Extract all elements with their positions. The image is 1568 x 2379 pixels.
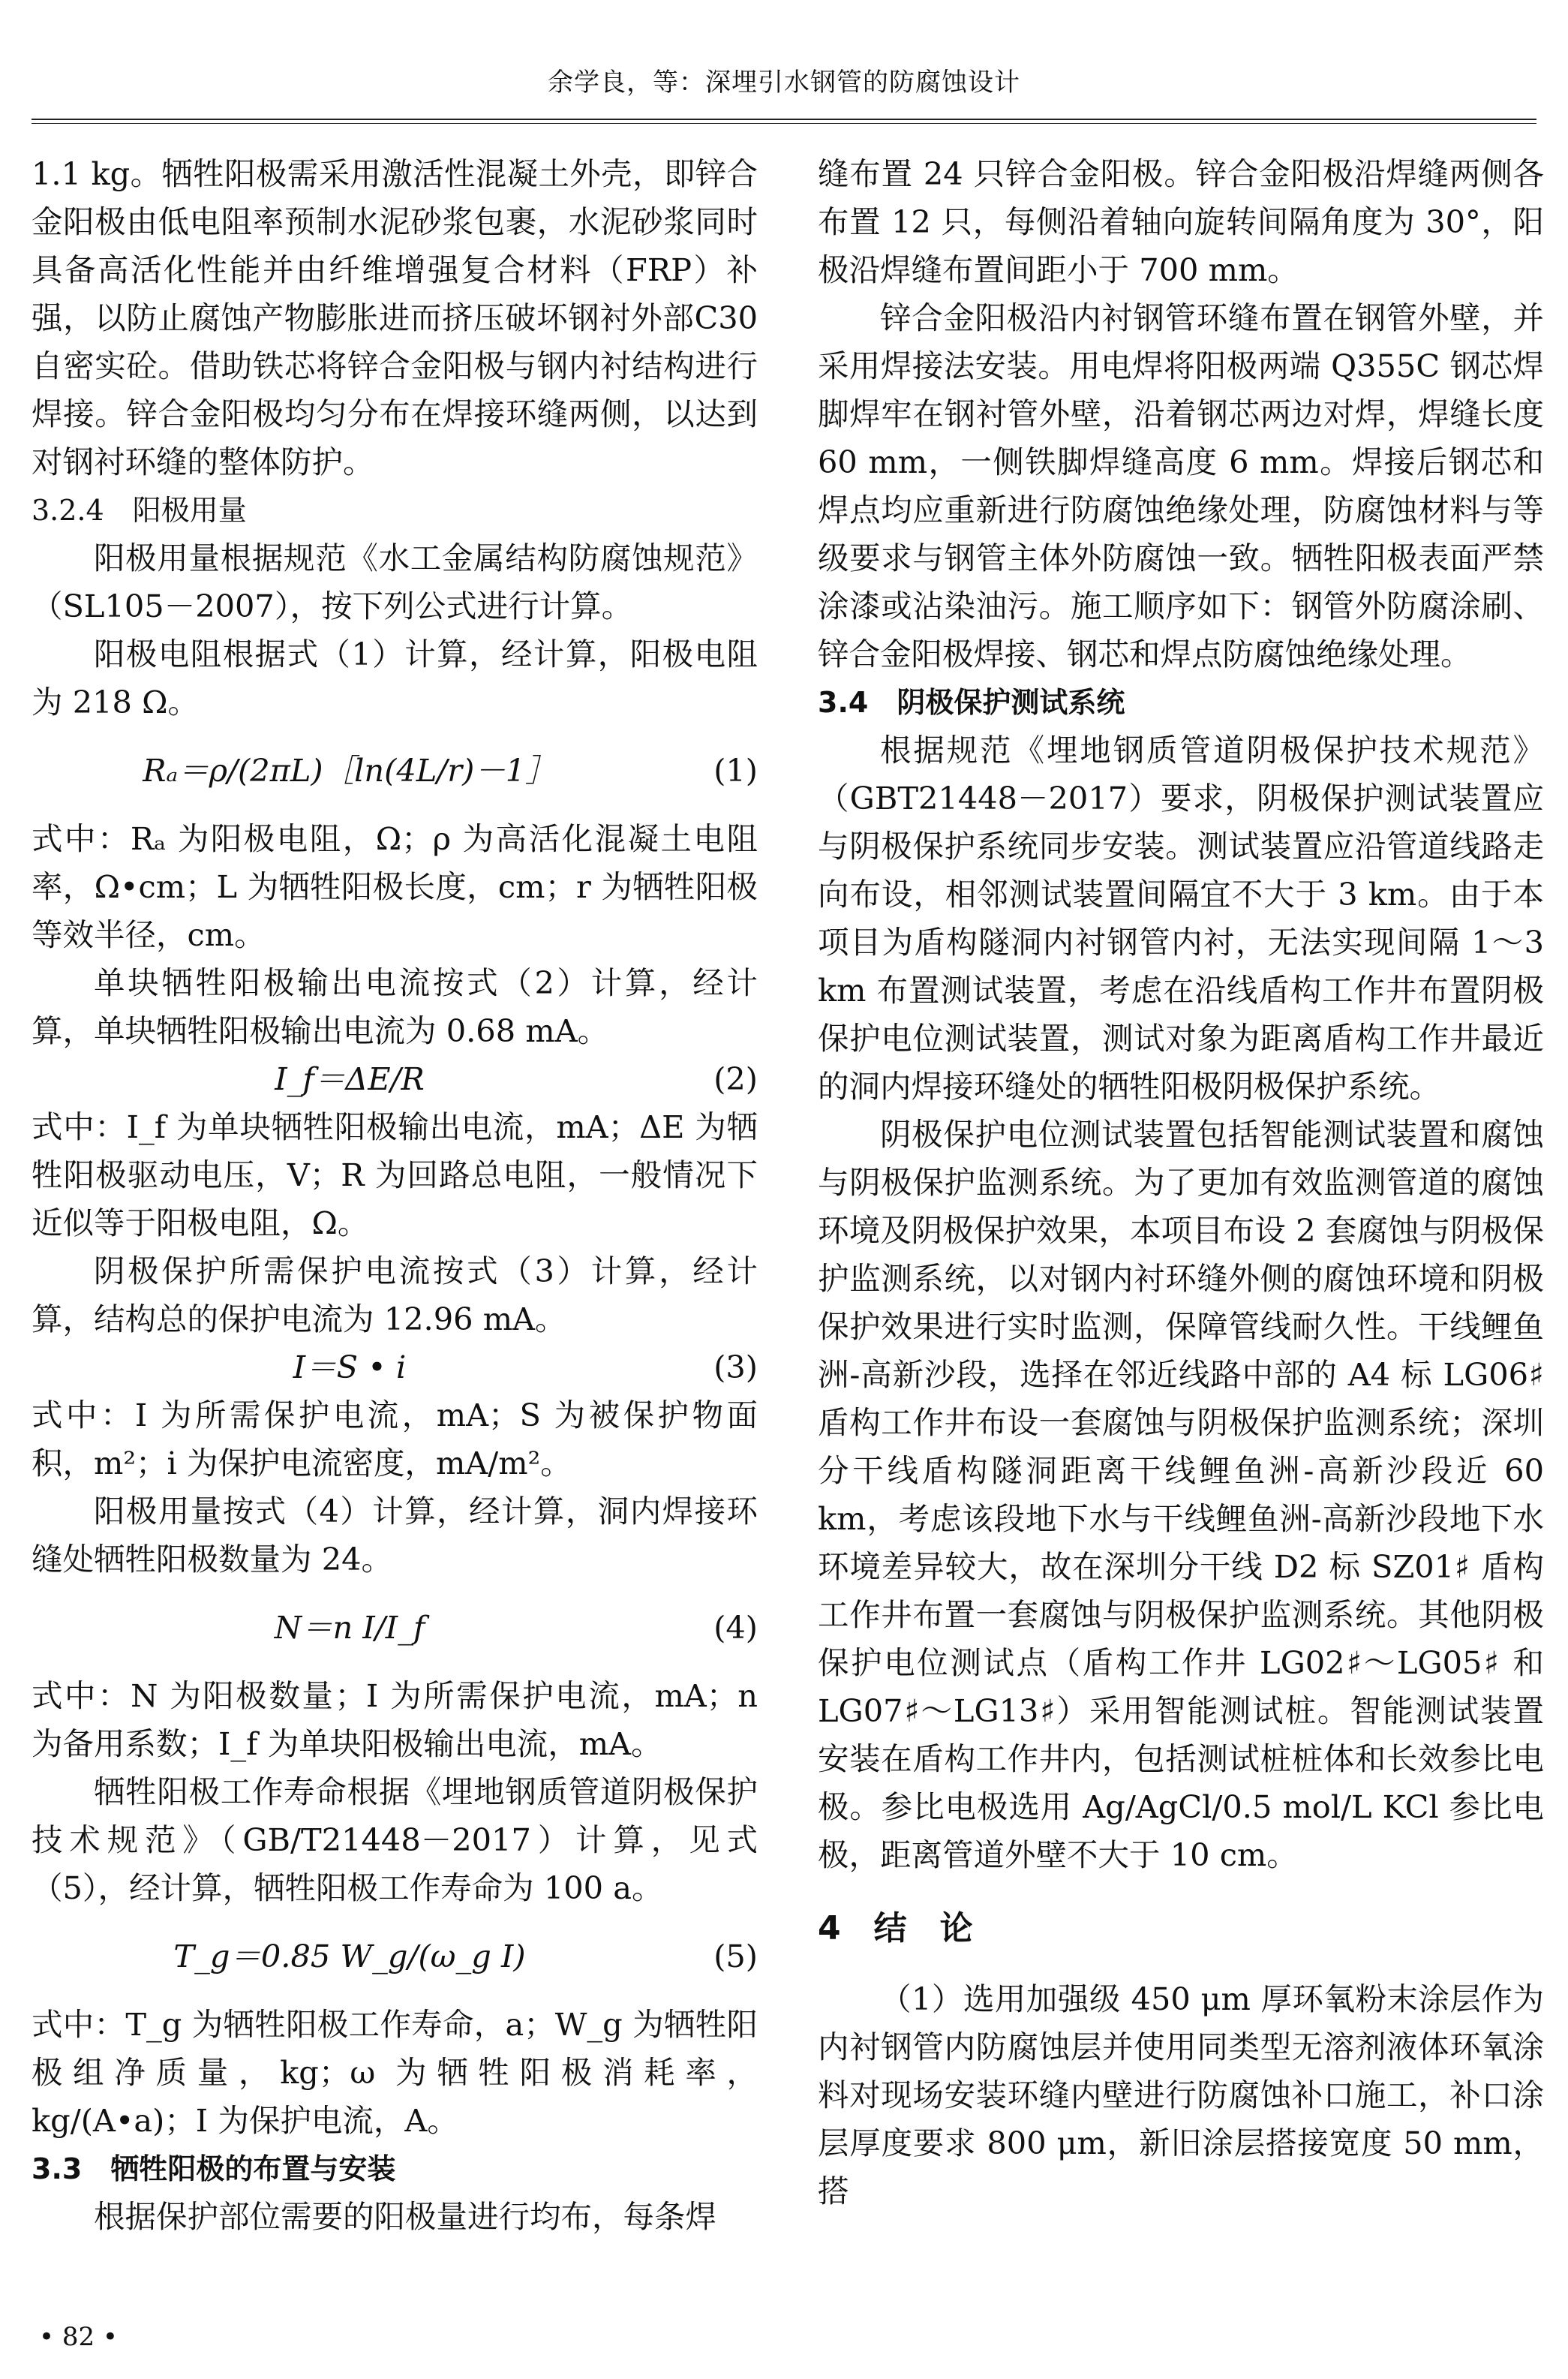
paragraph: 阳极电阻根据式（1）计算，经计算，阳极电阻为 218 Ω。 bbox=[32, 636, 758, 720]
paragraph: 根据规范《埋地钢质管道阴极保护技术规范》（GBT21448－2017）要求，阴极保护测试装置应与阴极保护系统同步安装。测试装置应沿管道线路走向布设，相邻测试装置间隔宜不大于 3 km。由于本项目为盾构隧洞内衬钢管内衬，无法实现间隔 1～3 km 布置测试装置，考虑在沿线盾构工作井布置阴极保护电位测试装置，测试对象为距离盾构工作井最近的洞内焊接环缝处的牺牲阳极阴极保护系统。 bbox=[818, 732, 1544, 1105]
paragraph: 牺牲阳极工作寿命根据《埋地钢质管道阴极保护技术规范》（GB/T21448－2017）计算，见式（5），经计算，牺牲阳极工作寿命为 100 a。 bbox=[32, 1773, 758, 1906]
header-rule-thin bbox=[32, 123, 1536, 124]
equation-expression: I_f＝ΔE/R bbox=[275, 1060, 425, 1097]
equation-number: (4) bbox=[713, 1609, 758, 1646]
header-rule bbox=[32, 119, 1536, 120]
paragraph: 阳极用量根据规范《水工金属结构防腐蚀规范》（SL105－2007），按下列公式进行计算。 bbox=[32, 540, 758, 624]
equation-expression: T_g＝0.85 W_g/(ω_g I) bbox=[173, 1938, 526, 1974]
equation-expression: Rₐ＝ρ/(2πL)［ln(4L/r)－1］ bbox=[143, 752, 557, 789]
right-column bbox=[818, 150, 1544, 2311]
section-heading-4: 4 结 论 bbox=[818, 1909, 973, 1947]
equation-number: (3) bbox=[713, 1349, 758, 1385]
equation-4 bbox=[32, 1583, 758, 1672]
equation-2 bbox=[32, 1055, 758, 1103]
paragraph: 缝布置 24 只锌合金阳极。锌合金阳极沿焊缝两侧各布置 12 只，每侧沿着轴向旋转间隔角度为 30°，阳极沿焊缝布置间距小于 700 mm。 bbox=[818, 155, 1544, 288]
paragraph: 式中：N 为阳极数量；I 为所需保护电流，mA；n 为备用系数；I_f 为单块阳极输出电流，mA。 bbox=[32, 1677, 758, 1762]
running-header: 余学良，等：深埋引水钢管的防腐蚀设计 bbox=[548, 68, 1020, 98]
paragraph: （1）选用加强级 450 μm 厚环氧粉末涂层作为内衬钢管内防腐蚀层并使用同类型无溶剂液体环氧涂料对现场安装环缝内壁进行防腐蚀补口施工，补口涂层厚度要求 800 μm，新旧涂层搭接宽度 50 mm，搭 bbox=[818, 1980, 1544, 2209]
paragraph: 式中：T_g 为牺牲阳极工作寿命，a；W_g 为牺牲阳极组净质量，kg；ω 为牺牲阳极消耗率，kg/(A•a)；I 为保护电流，A。 bbox=[32, 2006, 758, 2139]
paragraph: 阴极保护电位测试装置包括智能测试装置和腐蚀与阴极保护监测系统。为了更加有效监测管道的腐蚀环境及阴极保护效果，本项目布设 2 套腐蚀与阴极保护监测系统，以对钢内衬环缝外侧的腐蚀环境和阴极保护效果进行实时监测，保障管线耐久性。干线鲤鱼洲-高新沙段，选择在邻近线路中部的 A4 标 LG06♯ 盾构工作井布设一套腐蚀与阴极保护监测系统；深圳分干线盾构隧洞距离干线鲤鱼洲-高新沙段近 60 km，考虑该段地下水与干线鲤鱼洲-高新沙段地下水环境差异较大，故在深圳分干线 D2 标 SZ01♯ 盾构工作井布置一套腐蚀与阴极保护监测系统。其他阴极保护电位测试点（盾构工作井 LG02♯～LG05♯ 和 LG07♯～LG13♯）采用智能测试桩。智能测试装置安装在盾构工作井内，包括测试桩桩体和长效参比电极。参比电极选用 Ag/AgCl/0.5 mol/L KCl 参比电极，距离管道外壁不大于 10 cm。 bbox=[818, 1116, 1544, 1873]
paragraph: 根据保护部位需要的阳极量进行均布，每条焊 bbox=[94, 2198, 717, 2235]
paragraph: 阳极用量按式（4）计算，经计算，洞内焊接环缝处牺牲阳极数量为 24。 bbox=[32, 1493, 758, 1577]
left-column bbox=[32, 150, 758, 2311]
equation-3 bbox=[32, 1343, 758, 1391]
equation-number: (1) bbox=[713, 752, 758, 789]
paragraph: 式中：I_f 为单块牺牲阳极输出电流，mA；ΔE 为牺牲阳极驱动电压，V；R 为回路总电阻，一般情况下近似等于阳极电阻，Ω。 bbox=[32, 1108, 758, 1241]
page-number: • 82 • bbox=[39, 2322, 118, 2352]
equation-expression: I＝S • i bbox=[293, 1349, 407, 1385]
equation-number: (2) bbox=[713, 1060, 758, 1097]
paragraph: 锌合金阳极沿内衬钢管环缝布置在钢管外壁，并采用焊接法安装。用电焊将阳极两端 Q355C 钢芯焊脚焊牢在钢衬管外壁，沿着钢芯两边对焊，焊缝长度 60 mm，一侧铁脚焊缝高度 6 mm。焊接后钢芯和焊点均应重新进行防腐蚀绝缘处理，防腐蚀材料与等级要求与钢管主体外防腐蚀一致。牺牲阳极表面严禁涂漆或沾染油污。施工顺序如下：钢管外防腐涂刷、锌合金阳极焊接、钢芯和焊点防腐蚀绝缘处理。 bbox=[818, 299, 1544, 672]
paragraph: 式中：I 为所需保护电流，mA；S 为被保护物面积，m²；i 为保护电流密度，mA/m²。 bbox=[32, 1397, 758, 1481]
paragraph: 1.1 kg。牺牲阳极需采用激活性混凝土外壳，即锌合金阳极由低电阻率预制水泥砂浆包裹，水泥砂浆同时具备高活化性能并由纤维增强复合材料（FRP）补强，以防止腐蚀产物膨胀进而挤压破坏钢衬外部C30 自密实砼。借助铁芯将锌合金阳极与钢内衬结构进行焊接。锌合金阳极均匀分布在焊接环缝两侧，以达到对钢衬环缝的整体防护。 bbox=[32, 155, 758, 480]
equation-1 bbox=[32, 726, 758, 815]
equation-5 bbox=[32, 1912, 758, 2001]
section-heading-3-4: 3.4 阴极保护测试系统 bbox=[818, 686, 1125, 719]
equation-number: (5) bbox=[713, 1938, 758, 1974]
paragraph: 单块牺牲阳极输出电流按式（2）计算，经计算，单块牺牲阳极输出电流为 0.68 mA。 bbox=[32, 964, 758, 1049]
paragraph: 式中：Rₐ 为阳极电阻，Ω；ρ 为高活化混凝土电阻率，Ω•cm；L 为牺牲阳极长度，cm；r 为牺牲阳极等效半径，cm。 bbox=[32, 820, 758, 953]
paragraph: 阴极保护所需保护电流按式（3）计算，经计算，结构总的保护电流为 12.96 mA。 bbox=[32, 1253, 758, 1337]
equation-expression: N＝n I/I_f bbox=[274, 1609, 425, 1646]
section-heading-3-3: 3.3 牺牲阳极的布置与安装 bbox=[32, 2152, 396, 2185]
subsection-heading-3-2-4: 3.2.4 阳极用量 bbox=[32, 494, 247, 527]
